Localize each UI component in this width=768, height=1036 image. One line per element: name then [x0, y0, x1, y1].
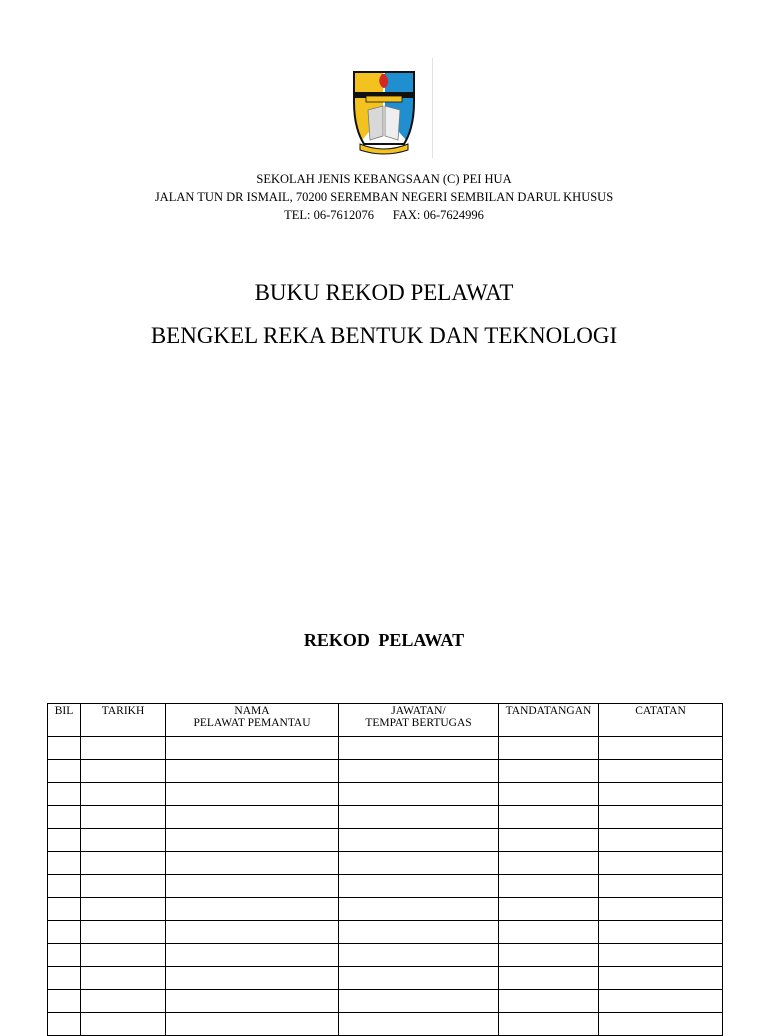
column-header-catatan: CATATAN: [599, 704, 723, 737]
table-cell[interactable]: [499, 967, 599, 990]
table-cell[interactable]: [166, 898, 339, 921]
table-cell[interactable]: [166, 852, 339, 875]
table-cell[interactable]: [599, 783, 723, 806]
table-cell[interactable]: [48, 921, 81, 944]
table-cell[interactable]: [48, 990, 81, 1013]
table-cell[interactable]: [599, 806, 723, 829]
table-cell[interactable]: [81, 944, 166, 967]
table-cell[interactable]: [166, 1013, 339, 1036]
table-row: [48, 921, 723, 944]
table-cell[interactable]: [499, 760, 599, 783]
table-cell[interactable]: [81, 737, 166, 760]
table-cell[interactable]: [499, 944, 599, 967]
crest-ribbon: [366, 96, 402, 102]
book-left: [368, 106, 383, 140]
table-cell[interactable]: [599, 875, 723, 898]
table-cell[interactable]: [81, 760, 166, 783]
table-cell[interactable]: [339, 852, 499, 875]
table-cell[interactable]: [339, 760, 499, 783]
document-subtitle: BENGKEL REKA BENTUK DAN TEKNOLOGI: [150, 323, 618, 348]
table-cell[interactable]: [81, 898, 166, 921]
table-cell[interactable]: [599, 737, 723, 760]
table-cell[interactable]: [499, 875, 599, 898]
book-right: [385, 106, 400, 140]
table-cell[interactable]: [166, 760, 339, 783]
table-row: [48, 967, 723, 990]
table-cell[interactable]: [81, 806, 166, 829]
table-cell[interactable]: [339, 898, 499, 921]
divider-line: [432, 58, 433, 158]
table-row: [48, 829, 723, 852]
table-cell[interactable]: [81, 829, 166, 852]
table-row: [48, 852, 723, 875]
visitor-record-table: [47, 703, 723, 1036]
table-cell[interactable]: [599, 760, 723, 783]
column-header-nama: NAMA PELAWAT PEMANTAU: [166, 704, 339, 737]
table-cell[interactable]: [48, 737, 81, 760]
table-cell[interactable]: [339, 737, 499, 760]
table-cell[interactable]: [599, 967, 723, 990]
table-cell[interactable]: [599, 990, 723, 1013]
table-row: [48, 944, 723, 967]
table-row: [48, 898, 723, 921]
table-cell[interactable]: [499, 737, 599, 760]
table-cell[interactable]: [166, 944, 339, 967]
table-cell[interactable]: [339, 921, 499, 944]
school-contact: TEL: 06-7612076 FAX: 06-7624996: [284, 208, 484, 222]
table-cell[interactable]: [599, 829, 723, 852]
table-cell[interactable]: [499, 1013, 599, 1036]
table-row: [48, 783, 723, 806]
table-cell[interactable]: [599, 852, 723, 875]
table-cell[interactable]: [48, 1013, 81, 1036]
table-cell[interactable]: [499, 990, 599, 1013]
table-cell[interactable]: [339, 990, 499, 1013]
table-row: [48, 737, 723, 760]
table-cell[interactable]: [166, 806, 339, 829]
column-header-tandatangan: TANDATANGAN: [499, 704, 599, 737]
table-cell[interactable]: [166, 990, 339, 1013]
table-cell[interactable]: [81, 1013, 166, 1036]
table-cell[interactable]: [339, 783, 499, 806]
table-cell[interactable]: [81, 967, 166, 990]
table-cell[interactable]: [599, 921, 723, 944]
table-cell[interactable]: [339, 1013, 499, 1036]
column-header-jawatan: JAWATAN/ TEMPAT BERTUGAS: [339, 704, 499, 737]
table-cell[interactable]: [599, 898, 723, 921]
school-name: SEKOLAH JENIS KEBANGSAAN (C) PEI HUA: [256, 172, 512, 186]
table-cell[interactable]: [166, 829, 339, 852]
table-cell[interactable]: [166, 737, 339, 760]
table-cell[interactable]: [166, 921, 339, 944]
table-cell[interactable]: [166, 967, 339, 990]
table-row: [48, 1013, 723, 1036]
table-cell[interactable]: [339, 806, 499, 829]
table-row: [48, 875, 723, 898]
document-title: BUKU REKOD PELAWAT: [254, 280, 514, 305]
table-cell[interactable]: [499, 806, 599, 829]
table-cell[interactable]: [339, 944, 499, 967]
table-cell[interactable]: [499, 783, 599, 806]
section-heading: REKOD PELAWAT: [303, 630, 465, 650]
table-cell[interactable]: [48, 829, 81, 852]
table-row: [48, 990, 723, 1013]
table-cell[interactable]: [48, 783, 81, 806]
table-cell[interactable]: [81, 921, 166, 944]
table-cell[interactable]: [339, 875, 499, 898]
table-cell[interactable]: [48, 898, 81, 921]
table-cell[interactable]: [81, 875, 166, 898]
column-header-tarikh: TARIKH: [81, 704, 166, 737]
table-cell[interactable]: [166, 875, 339, 898]
table-cell[interactable]: [599, 1013, 723, 1036]
table-cell[interactable]: [48, 967, 81, 990]
table-cell[interactable]: [499, 898, 599, 921]
table-cell[interactable]: [81, 990, 166, 1013]
table-cell[interactable]: [48, 806, 81, 829]
school-crest-logo: [346, 64, 422, 156]
table-row: [48, 806, 723, 829]
table-cell[interactable]: [499, 921, 599, 944]
table-row: [48, 760, 723, 783]
table-cell[interactable]: [339, 829, 499, 852]
table-cell[interactable]: [48, 852, 81, 875]
table-cell[interactable]: [339, 967, 499, 990]
school-address: JALAN TUN DR ISMAIL, 70200 SEREMBAN NEGERI SEMBILAN DARUL KHUSUS: [154, 190, 614, 204]
column-header-bil: BIL: [48, 704, 81, 737]
table-cell[interactable]: [81, 783, 166, 806]
table-cell[interactable]: [599, 944, 723, 967]
table-cell[interactable]: [166, 783, 339, 806]
table-header-row: [48, 704, 723, 737]
table-cell[interactable]: [81, 852, 166, 875]
table-cell[interactable]: [48, 944, 81, 967]
table-cell[interactable]: [48, 875, 81, 898]
crest-bottom-scroll: [360, 144, 408, 154]
table-cell[interactable]: [48, 760, 81, 783]
table-cell[interactable]: [499, 829, 599, 852]
table-cell[interactable]: [499, 852, 599, 875]
